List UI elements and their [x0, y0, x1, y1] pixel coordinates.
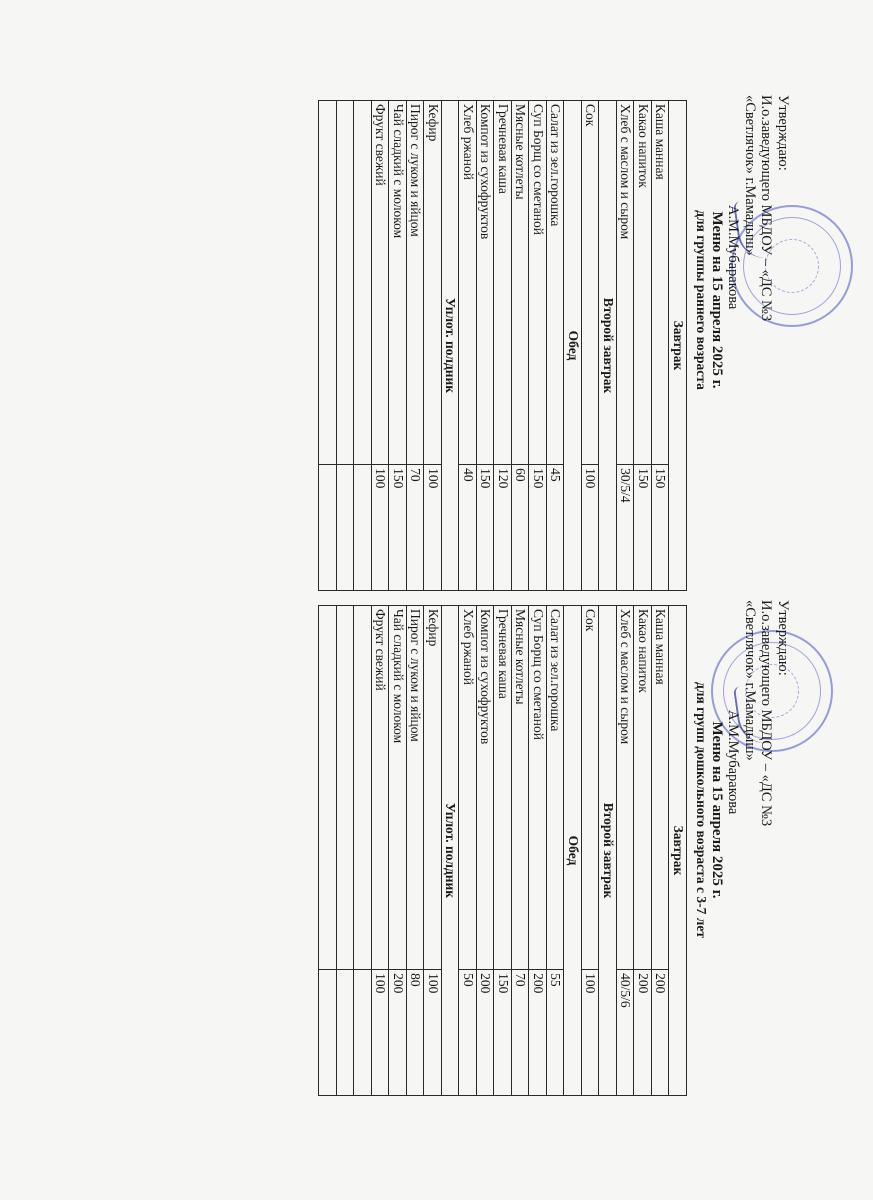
approve-institution: «Светлячок» г.Мамадыш»: [742, 600, 758, 761]
dish-qty: 80: [407, 970, 425, 1096]
dish-qty: 100: [582, 970, 600, 1096]
table-row: [494, 101, 512, 591]
approve-position: И.о.заведующего МБДОУ – «ДС №3: [758, 600, 775, 827]
dish-qty: 150: [494, 970, 512, 1096]
dish-qty: 70: [512, 970, 530, 1096]
dish-name: Компот из сухофруктов: [477, 101, 495, 465]
approval-block: [725, 95, 791, 321]
dish-name: Фрукт свежий: [372, 606, 390, 970]
blank-row: [354, 101, 372, 591]
section-breakfast: Завтрак: [669, 101, 687, 591]
dish-name: Мясные котлеты: [512, 101, 530, 465]
dish-name: Салат из зел.горошка: [547, 101, 565, 465]
approval-block: [725, 600, 791, 826]
dish-qty: 70: [407, 465, 425, 591]
dish-qty: 120: [494, 465, 512, 591]
dish-name: Пирог с луком и яйцом: [407, 606, 425, 970]
dish-qty: 100: [424, 465, 442, 591]
dish-qty: 200: [477, 970, 495, 1096]
menu-table: [319, 605, 688, 1096]
section-snack: Уплот. полдник: [442, 606, 460, 1096]
dish-qty: 200: [389, 970, 407, 1096]
dish-qty: 150: [652, 465, 670, 591]
menu-title: Меню на 15 апреля 2025 г.: [709, 211, 725, 389]
table-row: [407, 606, 425, 1096]
dish-qty: 200: [652, 970, 670, 1096]
approve-institution: «Светлячок» г.Мамадыш»: [742, 95, 758, 256]
section-lunch: Обед: [564, 101, 582, 591]
dish-qty: 40/5/6: [617, 970, 635, 1096]
table-row: [459, 101, 477, 591]
menu-heading: [693, 510, 725, 1110]
dish-name: Сок: [582, 606, 600, 970]
dish-name: Фрукт свежий: [372, 101, 390, 465]
table-row: [372, 606, 390, 1096]
blank-row: [319, 101, 337, 591]
approve-label: Утверждаю:: [775, 600, 791, 676]
dish-name: Суп Борщ со сметаной: [529, 101, 547, 465]
table-row: [424, 101, 442, 591]
approve-label: Утверждаю:: [775, 95, 791, 171]
dish-qty: 30/5/4: [617, 465, 635, 591]
menu-subtitle: для групп дошкольного возраста с 3-7 лет: [694, 681, 709, 938]
dish-name: Хлеб ржаной: [459, 101, 477, 465]
table-row: [547, 606, 565, 1096]
blank-row: [337, 101, 355, 591]
dish-name: Хлеб ржаной: [459, 606, 477, 970]
dish-qty: 150: [477, 465, 495, 591]
table-row: [407, 101, 425, 591]
dish-name: Какао напиток: [634, 606, 652, 970]
blank-row: [337, 606, 355, 1096]
table-row: [389, 101, 407, 591]
dish-name: Гречневая каша: [494, 606, 512, 970]
table-row: [494, 606, 512, 1096]
table-row: [477, 606, 495, 1096]
table-row: [512, 606, 530, 1096]
table-row: [582, 606, 600, 1096]
dish-qty: 150: [634, 465, 652, 591]
table-row: [547, 101, 565, 591]
dish-name: Чай сладкий с молоком: [389, 606, 407, 970]
table-row: [529, 606, 547, 1096]
menu-preschool: [0, 600, 873, 1200]
table-row: [477, 101, 495, 591]
table-row: [372, 101, 390, 591]
dish-qty: 45: [547, 465, 565, 591]
table-row: [617, 101, 635, 591]
menu-title: Меню на 15 апреля 2025 г.: [709, 721, 725, 899]
dish-qty: 200: [634, 970, 652, 1096]
approve-name: А.М.Мубаракова: [725, 205, 742, 310]
table-row: [529, 101, 547, 591]
dish-name: Гречневая каша: [494, 101, 512, 465]
dish-name: Каша манная: [652, 606, 670, 970]
dish-name: Хлеб с маслом и сыром: [617, 606, 635, 970]
table-row: [512, 101, 530, 591]
section-lunch: Обед: [564, 606, 582, 1096]
dish-qty: 150: [529, 465, 547, 591]
dish-name: Суп Борщ со сметаной: [529, 606, 547, 970]
dish-name: Чай сладкий с молоком: [389, 101, 407, 465]
dish-qty: 40: [459, 465, 477, 591]
table-row: [652, 606, 670, 1096]
dish-qty: 200: [529, 970, 547, 1096]
section-breakfast: Завтрак: [669, 606, 687, 1096]
dish-qty: 60: [512, 465, 530, 591]
table-row: [652, 101, 670, 591]
menu-table: [319, 100, 688, 591]
table-row: [634, 101, 652, 591]
dish-name: Кефир: [424, 101, 442, 465]
table-row: [582, 101, 600, 591]
section-second-breakfast: Второй завтрак: [599, 606, 617, 1096]
dish-name: Компот из сухофруктов: [477, 606, 495, 970]
dish-name: Салат из зел.горошка: [547, 606, 565, 970]
dish-qty: 150: [389, 465, 407, 591]
blank-row: [319, 606, 337, 1096]
dish-qty: 100: [424, 970, 442, 1096]
menu-subtitle: для группы раннего возраста: [694, 210, 709, 390]
dish-name: Кефир: [424, 606, 442, 970]
table-row: [389, 606, 407, 1096]
dish-name: Пирог с луком и яйцом: [407, 101, 425, 465]
section-snack: Уплот. полдник: [442, 101, 460, 591]
dish-qty: 100: [372, 970, 390, 1096]
dish-name: Хлеб с маслом и сыром: [617, 101, 635, 465]
approve-name: А.М.Мубаракова: [725, 710, 742, 815]
table-row: [617, 606, 635, 1096]
table-row: [424, 606, 442, 1096]
dish-qty: 100: [582, 465, 600, 591]
dish-name: Сок: [582, 101, 600, 465]
dish-qty: 55: [547, 970, 565, 1096]
dish-name: Какао напиток: [634, 101, 652, 465]
section-second-breakfast: Второй завтрак: [599, 101, 617, 591]
dish-name: Мясные котлеты: [512, 606, 530, 970]
table-row: [459, 606, 477, 1096]
dish-qty: 100: [372, 465, 390, 591]
dish-name: Каша манная: [652, 101, 670, 465]
dish-qty: 50: [459, 970, 477, 1096]
approve-position: И.о.заведующего МБДОУ – «ДС №3: [758, 95, 775, 322]
table-row: [634, 606, 652, 1096]
blank-row: [354, 606, 372, 1096]
